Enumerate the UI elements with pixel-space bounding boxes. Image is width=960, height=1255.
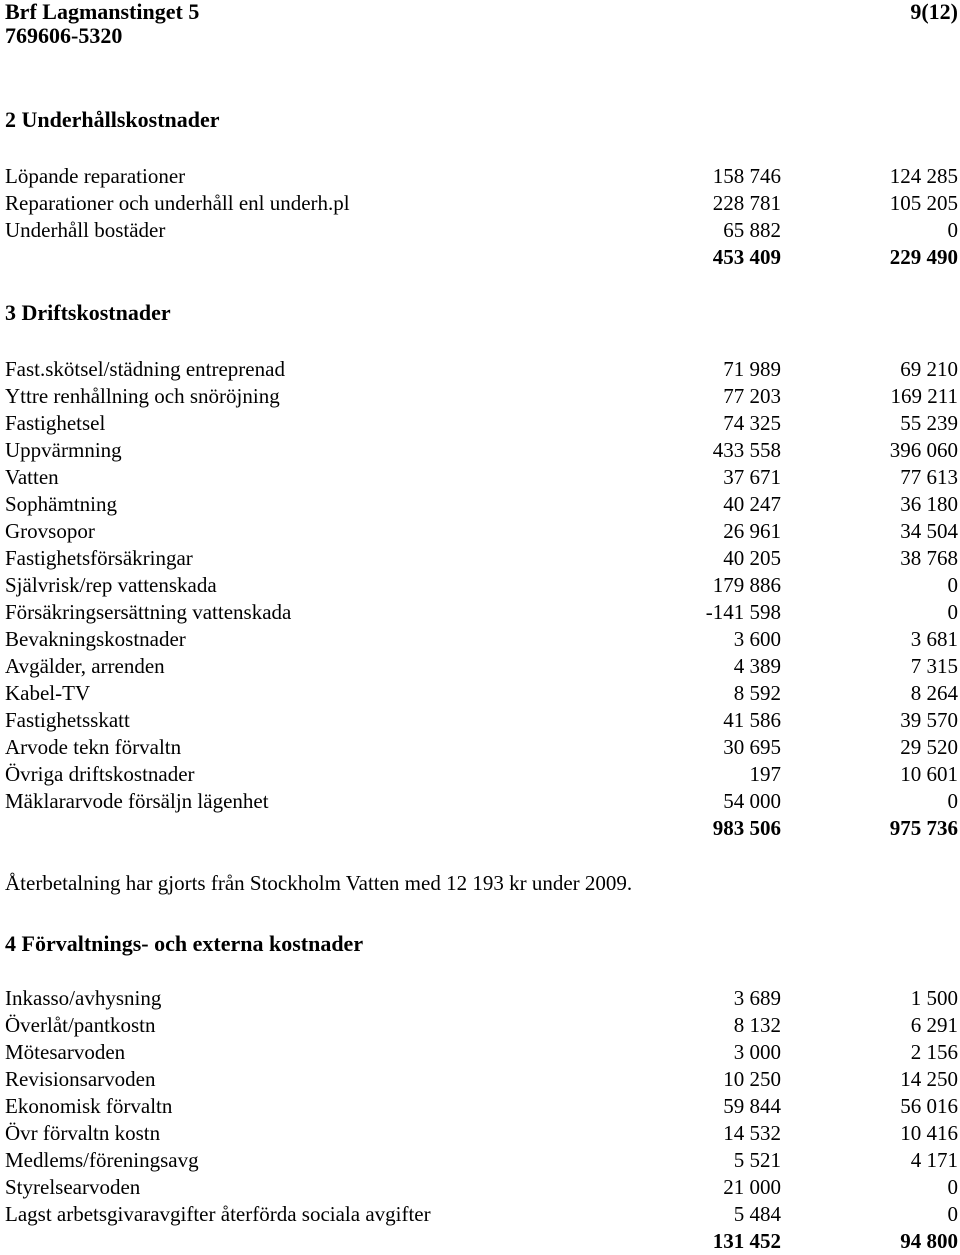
row-current: 3 689: [733, 986, 781, 1010]
table-row: [5, 1174, 960, 1201]
row-label: Övr förvaltn kostn: [5, 1121, 161, 1145]
row-previous: 29 520: [900, 735, 958, 759]
row-previous: 38 768: [900, 546, 958, 570]
row-current: 228 781: [712, 191, 781, 215]
row-previous: 0: [947, 1175, 958, 1199]
row-label: Fastighetsel: [5, 411, 106, 435]
row-label: Lagst arbetsgivaravgifter återförda sociala avgifter: [5, 1202, 431, 1226]
row-label: Avgälder, arrenden: [5, 654, 165, 678]
row-current: 3 000: [733, 1040, 781, 1064]
row-previous: 124 285: [889, 164, 958, 188]
row-label: Underhåll bostäder: [5, 218, 166, 242]
row-label: Revisionsarvoden: [5, 1067, 156, 1091]
table-row: [5, 788, 960, 815]
table-row: [5, 734, 960, 761]
row-previous: 4 171: [910, 1148, 958, 1172]
row-label: Fastighetsskatt: [5, 708, 130, 732]
table-row: [5, 163, 960, 190]
row-previous: 396 060: [889, 438, 958, 462]
row-label: Bevakningskostnader: [5, 627, 186, 651]
row-label: Ekonomisk förvaltn: [5, 1094, 173, 1118]
org-name: Brf Lagmanstinget 5: [5, 0, 200, 24]
row-current: 41 586: [723, 708, 781, 732]
row-previous: 10 601: [900, 762, 958, 786]
row-label: Arvode tekn förvaltn: [5, 735, 182, 759]
row-previous: 34 504: [900, 519, 958, 543]
row-previous: 0: [947, 573, 958, 597]
row-previous: 56 016: [900, 1094, 958, 1118]
table-row: [5, 626, 960, 653]
row-previous: 36 180: [900, 492, 958, 516]
section-title-underhallskostnader: 2 Underhållskostnader: [5, 107, 220, 132]
row-previous: 169 211: [890, 384, 958, 408]
row-current: 8 592: [733, 681, 781, 705]
row-current: 5 484: [733, 1202, 781, 1226]
page-number: 9(12): [910, 0, 958, 24]
table-row: [5, 437, 960, 464]
section-title-forvaltningskostnader: 4 Förvaltnings- och externa kostnader: [5, 931, 364, 956]
table-row: [5, 707, 960, 734]
total-current: 983 506: [712, 816, 781, 840]
total-previous: 975 736: [889, 816, 958, 840]
row-label: Löpande reparationer: [5, 164, 186, 188]
row-label: Självrisk/rep vattenskada: [5, 573, 217, 597]
row-previous: 10 416: [900, 1121, 958, 1145]
row-current: 10 250: [723, 1067, 781, 1091]
row-current: 37 671: [723, 465, 781, 489]
table-row: [5, 572, 960, 599]
row-previous: 69 210: [900, 357, 958, 381]
row-previous: 55 239: [900, 411, 958, 435]
row-label: Mäklararvode försäljn lägenhet: [5, 789, 269, 813]
row-label: Mötesarvoden: [5, 1040, 126, 1064]
table-row: [5, 1147, 960, 1174]
table-row: [5, 985, 960, 1012]
row-current: 3 600: [733, 627, 781, 651]
row-label: Fast.skötsel/städning entreprenad: [5, 357, 285, 381]
row-current: 54 000: [723, 789, 781, 813]
row-previous: 0: [947, 1202, 958, 1226]
row-current: 77 203: [723, 384, 781, 408]
table-row: [5, 1039, 960, 1066]
row-current: 26 961: [723, 519, 781, 543]
row-current: -141 598: [705, 600, 781, 624]
row-current: 5 521: [733, 1148, 781, 1172]
total-current: 453 409: [712, 245, 781, 269]
table-row: [5, 464, 960, 491]
row-label: Reparationer och underhåll enl underh.pl: [5, 191, 350, 215]
table-row: [5, 190, 960, 217]
row-previous: 0: [947, 600, 958, 624]
table-row: [5, 356, 960, 383]
table-row: [5, 1120, 960, 1147]
row-previous: 7 315: [910, 654, 958, 678]
table-row: [5, 545, 960, 572]
row-label: Medlems/föreningsavg: [5, 1148, 199, 1172]
row-label: Överlåt/pantkostn: [5, 1013, 156, 1037]
table-row: [5, 491, 960, 518]
row-label: Sophämtning: [5, 492, 118, 516]
row-current: 433 558: [712, 438, 781, 462]
row-label: Grovsopor: [5, 519, 95, 543]
row-current: 74 325: [723, 411, 781, 435]
row-previous: 0: [947, 789, 958, 813]
total-current: 131 452: [712, 1229, 781, 1253]
total-previous: 229 490: [889, 245, 958, 269]
row-current: 197: [749, 762, 781, 786]
table-row: [5, 410, 960, 437]
row-label: Vatten: [5, 465, 59, 489]
row-label: Kabel-TV: [5, 681, 91, 705]
row-current: 158 746: [712, 164, 781, 188]
row-previous: 3 681: [910, 627, 958, 651]
table-row: [5, 383, 960, 410]
section-title-driftskostnader: 3 Driftskostnader: [5, 300, 171, 325]
table-row: [5, 599, 960, 626]
total-row: [5, 1228, 960, 1255]
row-label: Inkasso/avhysning: [5, 986, 162, 1010]
row-current: 65 882: [723, 218, 781, 242]
row-current: 14 532: [723, 1121, 781, 1145]
row-previous: 6 291: [910, 1013, 958, 1037]
table-row: [5, 1093, 960, 1120]
row-label: Försäkringsersättning vattenskada: [5, 600, 292, 624]
total-row: [5, 244, 960, 271]
row-previous: 1 500: [910, 986, 958, 1010]
row-current: 40 205: [723, 546, 781, 570]
table-row: [5, 518, 960, 545]
table-row: [5, 653, 960, 680]
note-text: Återbetalning har gjorts från Stockholm Vatten med 12 193 kr under 2009.: [5, 871, 633, 895]
table-row: [5, 1201, 960, 1228]
row-label: Fastighetsförsäkringar: [5, 546, 193, 570]
row-previous: 77 613: [900, 465, 958, 489]
table-row: [5, 680, 960, 707]
row-previous: 39 570: [900, 708, 958, 732]
row-current: 71 989: [723, 357, 781, 381]
row-previous: 0: [947, 218, 958, 242]
row-current: 21 000: [723, 1175, 781, 1199]
total-previous: 94 800: [900, 1229, 958, 1253]
row-current: 8 132: [733, 1013, 781, 1037]
table-row: [5, 1066, 960, 1093]
row-previous: 105 205: [889, 191, 958, 215]
row-current: 4 389: [733, 654, 781, 678]
row-label: Yttre renhållning och snöröjning: [5, 384, 280, 408]
row-current: 179 886: [712, 573, 781, 597]
row-current: 59 844: [723, 1094, 781, 1118]
row-current: 40 247: [723, 492, 781, 516]
row-label: Styrelsearvoden: [5, 1175, 141, 1199]
row-label: Uppvärmning: [5, 438, 122, 462]
row-previous: 14 250: [900, 1067, 958, 1091]
row-label: Övriga driftskostnader: [5, 762, 195, 786]
row-previous: 8 264: [910, 681, 958, 705]
table-row: [5, 761, 960, 788]
total-row: [5, 815, 960, 842]
table-row: [5, 217, 960, 244]
row-previous: 2 156: [910, 1040, 958, 1064]
org-number: 769606-5320: [5, 23, 123, 48]
row-current: 30 695: [723, 735, 781, 759]
table-row: [5, 1012, 960, 1039]
